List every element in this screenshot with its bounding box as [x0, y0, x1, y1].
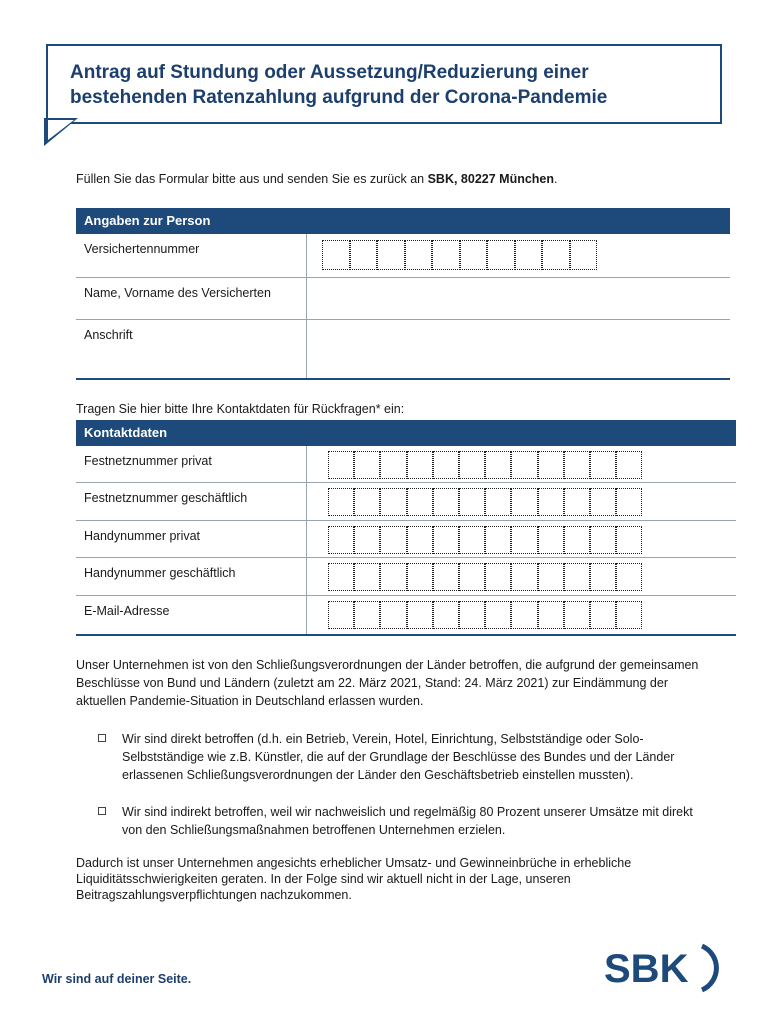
char-box[interactable] [380, 563, 406, 591]
char-box[interactable] [328, 601, 354, 629]
char-box[interactable] [459, 563, 485, 591]
char-box[interactable] [407, 526, 433, 554]
char-box[interactable] [485, 488, 511, 516]
char-box[interactable] [433, 451, 459, 479]
char-box[interactable] [407, 563, 433, 591]
char-box[interactable] [322, 240, 350, 270]
char-box[interactable] [590, 526, 616, 554]
handy-privat-input[interactable] [328, 526, 642, 554]
char-box[interactable] [511, 526, 537, 554]
char-box[interactable] [570, 240, 598, 270]
char-box[interactable] [433, 488, 459, 516]
row-handy-geschaeftlich [76, 558, 736, 596]
row-anschrift [76, 320, 730, 378]
char-box[interactable] [350, 240, 378, 270]
label-email: E-Mail-Adresse [84, 604, 170, 618]
char-box[interactable] [380, 526, 406, 554]
row-email [76, 596, 736, 634]
checkbox-indirekt[interactable] [98, 807, 106, 815]
footer-slogan: Wir sind auf deiner Seite. [42, 972, 192, 986]
char-box[interactable] [564, 563, 590, 591]
char-box[interactable] [542, 240, 570, 270]
label-versichertennummer: Versichertennummer [84, 242, 200, 256]
intro-address: SBK, 80227 München [427, 172, 555, 186]
char-box[interactable] [407, 488, 433, 516]
char-box[interactable] [511, 563, 537, 591]
char-box[interactable] [616, 563, 642, 591]
label-handy-geschaeftlich: Handynummer geschäftlich [84, 566, 236, 580]
char-box[interactable] [459, 601, 485, 629]
char-box[interactable] [538, 601, 564, 629]
char-box[interactable] [485, 526, 511, 554]
char-box[interactable] [485, 451, 511, 479]
char-box[interactable] [432, 240, 460, 270]
char-box[interactable] [511, 601, 537, 629]
label-festnetz-privat: Festnetznummer privat [84, 454, 212, 468]
paragraph-2: Dadurch ist unser Unternehmen angesichts erheblicher Umsatz- und Gewinneinbrüche in erhebliche Liquiditätsschwierigkeiten geraten. In der Folge sind wir aktuell nicht in der Lage, unseren Beitragszahlungsverpflichtungen nachzukommen. [76, 856, 632, 902]
char-box[interactable] [405, 240, 433, 270]
char-box[interactable] [538, 488, 564, 516]
row-festnetz-privat [76, 446, 736, 483]
checkbox-direkt[interactable] [98, 734, 106, 742]
char-box[interactable] [515, 240, 543, 270]
char-box[interactable] [564, 601, 590, 629]
logo-text: SBK [604, 947, 689, 991]
char-box[interactable] [590, 488, 616, 516]
versichertennummer-input[interactable] [322, 240, 597, 270]
title-line-1: Antrag auf Stundung oder Aussetzung/Reduzierung einer [70, 62, 589, 83]
char-box[interactable] [459, 451, 485, 479]
sbk-logo [604, 940, 734, 996]
anschrift-input[interactable] [308, 320, 730, 378]
char-box[interactable] [354, 488, 380, 516]
char-box[interactable] [380, 488, 406, 516]
char-box[interactable] [485, 601, 511, 629]
char-box[interactable] [407, 451, 433, 479]
char-box[interactable] [380, 451, 406, 479]
char-box[interactable] [616, 451, 642, 479]
char-box[interactable] [433, 601, 459, 629]
char-box[interactable] [538, 563, 564, 591]
intro-text: Füllen Sie das Formular bitte aus und senden Sie es zurück an SBK, 80227 München. [76, 172, 558, 186]
char-box[interactable] [459, 488, 485, 516]
title-line-2: bestehenden Ratenzahlung aufgrund der Corona-Pandemie [70, 87, 608, 108]
option-indirekt-text: Wir sind indirekt betroffen, weil wir nachweislich und regelmäßig 80 Prozent unserer Umsätze mit direkt von den Schließungsmaßnahmen betroffenen Unternehmen erzielen. [122, 805, 693, 837]
char-box[interactable] [407, 601, 433, 629]
char-box[interactable] [487, 240, 515, 270]
option-direkt-text: Wir sind direkt betroffen (d.h. ein Betrieb, Verein, Hotel, Einrichtung, Selbstständige oder Solo-Selbstständige wie z.B. Künstler, die auf der Grundlage der Beschlüsse des Bundes und der Länder erlassenen Schließungsverordnungen der Länder den Geschäftsbetrieb einstellen mussten). [122, 732, 675, 782]
option-indirekt [98, 803, 698, 839]
char-box[interactable] [511, 488, 537, 516]
char-box[interactable] [564, 451, 590, 479]
label-handy-privat: Handynummer privat [84, 529, 201, 543]
char-box[interactable] [616, 526, 642, 554]
char-box[interactable] [616, 601, 642, 629]
label-anschrift: Anschrift [84, 328, 133, 342]
char-box[interactable] [564, 526, 590, 554]
char-box[interactable] [460, 240, 488, 270]
char-box[interactable] [564, 488, 590, 516]
char-box[interactable] [590, 451, 616, 479]
char-box[interactable] [433, 563, 459, 591]
email-input[interactable] [328, 601, 642, 629]
row-versichertennummer [76, 234, 730, 278]
char-box[interactable] [328, 451, 354, 479]
char-box[interactable] [380, 601, 406, 629]
paragraph-1: Unser Unternehmen ist von den Schließungsverordnungen der Länder betroffen, die aufgrund der gemeinsamen Beschlüsse von Bund und Ländern (zuletzt am 22. März 2021, Stand: 24. März 2021) zur Eindämmung der aktuellen Pandemie-Situation in Deutschland erlassen wurden. [76, 658, 699, 708]
contact-section [76, 420, 736, 636]
row-handy-privat [76, 521, 736, 558]
char-box[interactable] [590, 563, 616, 591]
char-box[interactable] [328, 563, 354, 591]
char-box[interactable] [538, 526, 564, 554]
char-box[interactable] [590, 601, 616, 629]
person-section-header: Angaben zur Person [76, 208, 730, 234]
person-section [76, 208, 730, 380]
option-direkt [98, 730, 698, 784]
char-box[interactable] [354, 601, 380, 629]
char-box[interactable] [328, 526, 354, 554]
row-festnetz-geschaeftlich [76, 483, 736, 521]
row-name [76, 278, 730, 320]
char-box[interactable] [354, 563, 380, 591]
char-box[interactable] [485, 563, 511, 591]
char-box[interactable] [354, 451, 380, 479]
page-title [70, 60, 710, 110]
char-box[interactable] [511, 451, 537, 479]
char-box[interactable] [328, 488, 354, 516]
char-box[interactable] [616, 488, 642, 516]
char-box[interactable] [538, 451, 564, 479]
label-name: Name, Vorname des Versicherten [84, 286, 271, 300]
char-box[interactable] [377, 240, 405, 270]
label-festnetz-geschaeftlich: Festnetznummer geschäftlich [84, 491, 248, 505]
char-box[interactable] [354, 526, 380, 554]
char-box[interactable] [433, 526, 459, 554]
contact-section-header: Kontaktdaten [76, 420, 736, 446]
festnetz-privat-input[interactable] [328, 451, 642, 479]
name-input[interactable] [308, 278, 730, 319]
festnetz-geschaeftlich-input[interactable] [328, 488, 642, 516]
char-box[interactable] [459, 526, 485, 554]
contact-intro: Tragen Sie hier bitte Ihre Kontaktdaten für Rückfragen* ein: [76, 402, 405, 416]
handy-geschaeftlich-input[interactable] [328, 563, 642, 591]
